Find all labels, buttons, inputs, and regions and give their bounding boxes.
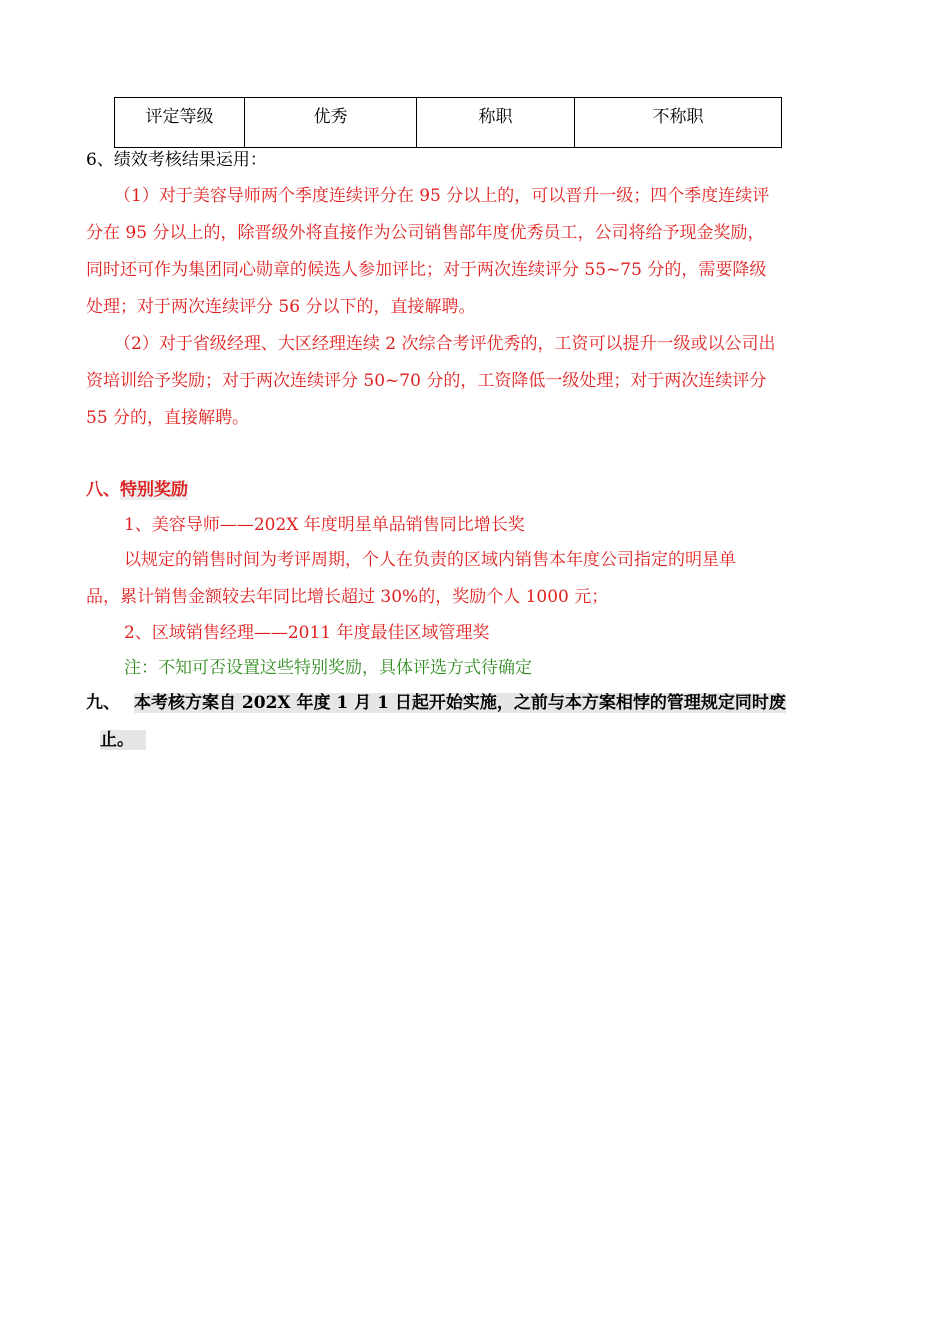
section6-para1-line4: 处理；对于两次连续评分 56 分以下的，直接解聘。 (86, 297, 476, 317)
section6-para2-line2: 资培训给予奖励；对于两次连续评分 50~70 分的，工资降低一级处理；对于两次连续评分 (86, 371, 767, 391)
section9-text: 本考核方案自 202X 年度 1 月 1 日起开始实施，之前与本方案相悖的管理规定同时废 (134, 693, 786, 713)
section6-para2-line1: （2）对于省级经理、大区经理连续 2 次综合考评优秀的，工资可以提升一级或以公司出 (114, 334, 776, 354)
section9-text-end: 止。 (100, 730, 134, 750)
section8-title: 特别奖励 (120, 480, 188, 500)
table-row (115, 98, 782, 148)
section9-line2 (100, 728, 146, 752)
section8-item1-line2: 品，累计销售金额较去年同比增长超过 30%的，奖励个人 1000 元； (86, 587, 609, 607)
grade-excellent-cell: 优秀 (245, 98, 417, 148)
grade-competent-cell: 称职 (417, 98, 575, 148)
section6-title: 6、绩效考核结果运用： (86, 150, 267, 170)
section8-item1-line1: 以规定的销售时间为考评周期，个人在负责的区域内销售本年度公司指定的明星单 (124, 550, 736, 570)
section8-item1-title: 1、美容导师——202X 年度明星单品销售同比增长奖 (124, 515, 525, 535)
grade-table (114, 97, 782, 148)
section8-number: 八、 (86, 480, 120, 500)
section8-note: 注：不知可否设置这些特别奖励，具体评选方式待确定 (124, 658, 532, 678)
section6-para1-line2: 分在 95 分以上的，除晋级外将直接作为公司销售部年度优秀员工，公司将给予现金奖励， (86, 223, 765, 243)
section6-para2-line3: 55 分的，直接解聘。 (86, 408, 250, 428)
section6-para1-line1: （1）对于美容导师两个季度连续评分在 95 分以上的，可以晋升一级；四个季度连续评 (114, 186, 770, 206)
section8-item2-title: 2、区域销售经理——2011 年度最佳区域管理奖 (124, 623, 490, 643)
grade-incompetent-cell: 不称职 (575, 98, 782, 148)
section9-line1 (86, 691, 786, 715)
section8-heading (86, 478, 188, 502)
section9-number: 九、 (86, 693, 120, 713)
section6-para1-line3: 同时还可作为集团同心勋章的候选人参加评比；对于两次连续评分 55~75 分的，需要降级 (86, 260, 767, 280)
grade-label-cell: 评定等级 (115, 98, 245, 148)
